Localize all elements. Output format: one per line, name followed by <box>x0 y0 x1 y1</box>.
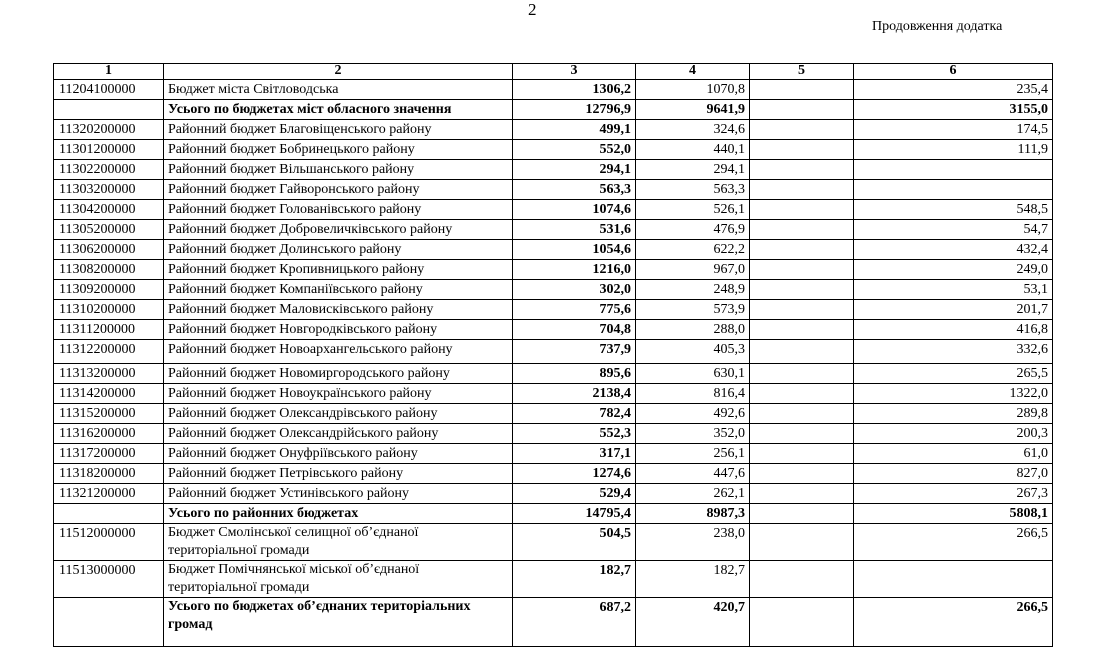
budget-code-cell: 11314200000 <box>54 384 164 404</box>
budget-code-cell: 11317200000 <box>54 444 164 464</box>
budget-name-cell: Районний бюджет Новгородківського району <box>164 320 513 340</box>
column-3-value: 529,4 <box>513 484 636 504</box>
column-6-value: 1322,0 <box>854 384 1053 404</box>
budget-code-cell: 11311200000 <box>54 320 164 340</box>
column-5-value <box>750 561 854 598</box>
table-row <box>54 160 1053 180</box>
column-3-value: 182,7 <box>513 561 636 598</box>
table-row <box>54 220 1053 240</box>
column-3-value: 737,9 <box>513 340 636 364</box>
budget-name-cell: Усього по бюджетах міст обласного значення <box>164 100 513 120</box>
total-row <box>54 598 1053 647</box>
budget-code-cell: 11321200000 <box>54 484 164 504</box>
continuation-note: Продовження додатка <box>872 19 1003 34</box>
column-5-value <box>750 598 854 647</box>
column-6-value: 200,3 <box>854 424 1053 444</box>
column-5-value <box>750 424 854 444</box>
column-6-value: 332,6 <box>854 340 1053 364</box>
table-row <box>54 140 1053 160</box>
column-3-value: 782,4 <box>513 404 636 424</box>
budget-name-cell: Районний бюджет Олександрійського району <box>164 424 513 444</box>
column-6-value: 548,5 <box>854 200 1053 220</box>
budget-code-cell <box>54 504 164 524</box>
budget-name-cell: Районний бюджет Петрівського району <box>164 464 513 484</box>
budget-code-cell: 11512000000 <box>54 524 164 561</box>
budget-name-cell: Районний бюджет Добровеличківського району <box>164 220 513 240</box>
column-3-value: 687,2 <box>513 598 636 647</box>
column-3-value: 563,3 <box>513 180 636 200</box>
table-row <box>54 200 1053 220</box>
budget-code-cell: 11315200000 <box>54 404 164 424</box>
budget-name-cell: Районний бюджет Благовіщенського району <box>164 120 513 140</box>
column-3-value: 704,8 <box>513 320 636 340</box>
budget-table <box>53 63 1053 647</box>
column-6-value: 201,7 <box>854 300 1053 320</box>
column-4-value: 622,2 <box>636 240 750 260</box>
table-row <box>54 280 1053 300</box>
column-4-value: 447,6 <box>636 464 750 484</box>
column-4-value: 967,0 <box>636 260 750 280</box>
table-row <box>54 424 1053 444</box>
header-row <box>54 64 1053 80</box>
column-3-value: 531,6 <box>513 220 636 240</box>
column-4-value: 573,9 <box>636 300 750 320</box>
budget-name-cell: Районний бюджет Гайворонського району <box>164 180 513 200</box>
budget-name-cell: Районний бюджет Кропивницького району <box>164 260 513 280</box>
budget-code-cell: 11305200000 <box>54 220 164 240</box>
column-6-value: 174,5 <box>854 120 1053 140</box>
column-5-value <box>750 240 854 260</box>
column-5-value <box>750 140 854 160</box>
column-6-value: 3155,0 <box>854 100 1053 120</box>
table-row <box>54 240 1053 260</box>
column-4-value: 288,0 <box>636 320 750 340</box>
column-5-value <box>750 504 854 524</box>
column-6-value: 53,1 <box>854 280 1053 300</box>
column-6-value: 61,0 <box>854 444 1053 464</box>
column-4-value: 563,3 <box>636 180 750 200</box>
column-header: 3 <box>513 64 636 80</box>
column-header: 2 <box>164 64 513 80</box>
column-4-value: 492,6 <box>636 404 750 424</box>
budget-code-cell: 11301200000 <box>54 140 164 160</box>
budget-name-cell: Районний бюджет Олександрівського району <box>164 404 513 424</box>
column-header: 4 <box>636 64 750 80</box>
budget-name-cell: Районний бюджет Бобринецького району <box>164 140 513 160</box>
column-4-value: 256,1 <box>636 444 750 464</box>
column-4-value: 262,1 <box>636 484 750 504</box>
column-6-value: 827,0 <box>854 464 1053 484</box>
column-header: 5 <box>750 64 854 80</box>
budget-code-cell: 11513000000 <box>54 561 164 598</box>
budget-name-cell: Районний бюджет Онуфріївського району <box>164 444 513 464</box>
column-6-value <box>854 180 1053 200</box>
column-3-value: 302,0 <box>513 280 636 300</box>
table-row <box>54 120 1053 140</box>
column-5-value <box>750 80 854 100</box>
budget-code-cell: 11320200000 <box>54 120 164 140</box>
column-5-value <box>750 340 854 364</box>
column-3-value: 14795,4 <box>513 504 636 524</box>
budget-name-cell: Районний бюджет Вільшанського району <box>164 160 513 180</box>
column-6-value <box>854 561 1053 598</box>
table-row <box>54 384 1053 404</box>
column-6-value: 267,3 <box>854 484 1053 504</box>
column-5-value <box>750 200 854 220</box>
column-5-value <box>750 220 854 240</box>
budget-name-cell: Усього по районних бюджетах <box>164 504 513 524</box>
column-5-value <box>750 100 854 120</box>
budget-name-cell: Бюджет Помічнянської міської об’єднаної територіальної громади <box>164 561 513 598</box>
column-3-value: 12796,9 <box>513 100 636 120</box>
column-3-value: 552,3 <box>513 424 636 444</box>
table-row <box>54 180 1053 200</box>
table-row <box>54 444 1053 464</box>
table-row <box>54 80 1053 100</box>
budget-name-cell: Районний бюджет Маловисківського району <box>164 300 513 320</box>
column-5-value <box>750 484 854 504</box>
column-3-value: 2138,4 <box>513 384 636 404</box>
column-4-value: 352,0 <box>636 424 750 444</box>
budget-code-cell: 11316200000 <box>54 424 164 444</box>
column-5-value <box>750 320 854 340</box>
budget-code-cell: 11312200000 <box>54 340 164 364</box>
column-5-value <box>750 404 854 424</box>
table-row <box>54 320 1053 340</box>
column-3-value: 317,1 <box>513 444 636 464</box>
budget-name-cell: Районний бюджет Устинівського району <box>164 484 513 504</box>
column-3-value: 499,1 <box>513 120 636 140</box>
column-4-value: 405,3 <box>636 340 750 364</box>
table-body <box>54 80 1053 647</box>
column-6-value: 266,5 <box>854 524 1053 561</box>
column-4-value: 440,1 <box>636 140 750 160</box>
column-3-value: 552,0 <box>513 140 636 160</box>
budget-name-cell: Районний бюджет Новомиргородського району <box>164 364 513 384</box>
column-4-value: 9641,9 <box>636 100 750 120</box>
table-row <box>54 404 1053 424</box>
column-4-value: 238,0 <box>636 524 750 561</box>
column-3-value: 1216,0 <box>513 260 636 280</box>
budget-name-cell: Бюджет Смолінської селищної об’єднаної територіальної громади <box>164 524 513 561</box>
column-5-value <box>750 444 854 464</box>
column-5-value <box>750 464 854 484</box>
column-5-value <box>750 120 854 140</box>
column-4-value: 324,6 <box>636 120 750 140</box>
table-row <box>54 484 1053 504</box>
column-4-value: 294,1 <box>636 160 750 180</box>
budget-code-cell: 11303200000 <box>54 180 164 200</box>
total-row <box>54 504 1053 524</box>
budget-code-cell: 11318200000 <box>54 464 164 484</box>
budget-code-cell: 11309200000 <box>54 280 164 300</box>
column-5-value <box>750 384 854 404</box>
column-6-value: 265,5 <box>854 364 1053 384</box>
column-6-value <box>854 160 1053 180</box>
column-5-value <box>750 364 854 384</box>
budget-code-cell: 11306200000 <box>54 240 164 260</box>
budget-name-cell: Районний бюджет Компаніївського району <box>164 280 513 300</box>
table-row <box>54 340 1053 364</box>
column-4-value: 816,4 <box>636 384 750 404</box>
column-header: 1 <box>54 64 164 80</box>
budget-code-cell <box>54 598 164 647</box>
column-4-value: 182,7 <box>636 561 750 598</box>
total-row <box>54 100 1053 120</box>
table-row <box>54 464 1053 484</box>
budget-code-cell: 11310200000 <box>54 300 164 320</box>
column-5-value <box>750 280 854 300</box>
budget-name-cell: Районний бюджет Голованівського району <box>164 200 513 220</box>
column-3-value: 504,5 <box>513 524 636 561</box>
column-3-value: 1074,6 <box>513 200 636 220</box>
budget-code-cell: 11204100000 <box>54 80 164 100</box>
column-6-value: 5808,1 <box>854 504 1053 524</box>
table-row <box>54 364 1053 384</box>
budget-code-cell: 11313200000 <box>54 364 164 384</box>
column-4-value: 8987,3 <box>636 504 750 524</box>
budget-name-cell: Бюджет міста Світловодська <box>164 80 513 100</box>
column-3-value: 1054,6 <box>513 240 636 260</box>
table-row <box>54 561 1053 598</box>
budget-name-cell: Районний бюджет Новоукраїнського району <box>164 384 513 404</box>
column-4-value: 1070,8 <box>636 80 750 100</box>
table-row <box>54 260 1053 280</box>
column-4-value: 476,9 <box>636 220 750 240</box>
budget-code-cell: 11304200000 <box>54 200 164 220</box>
column-5-value <box>750 180 854 200</box>
budget-code-cell <box>54 100 164 120</box>
column-4-value: 420,7 <box>636 598 750 647</box>
column-3-value: 895,6 <box>513 364 636 384</box>
column-5-value <box>750 260 854 280</box>
budget-code-cell: 11308200000 <box>54 260 164 280</box>
column-6-value: 416,8 <box>854 320 1053 340</box>
page-number: 2 <box>528 0 537 19</box>
column-5-value <box>750 524 854 561</box>
column-4-value: 248,9 <box>636 280 750 300</box>
budget-code-cell: 11302200000 <box>54 160 164 180</box>
table-row <box>54 300 1053 320</box>
column-3-value: 1274,6 <box>513 464 636 484</box>
column-3-value: 294,1 <box>513 160 636 180</box>
budget-name-cell: Районний бюджет Новоархангельського району <box>164 340 513 364</box>
column-4-value: 630,1 <box>636 364 750 384</box>
column-6-value: 432,4 <box>854 240 1053 260</box>
column-6-value: 289,8 <box>854 404 1053 424</box>
column-5-value <box>750 160 854 180</box>
column-6-value: 235,4 <box>854 80 1053 100</box>
column-6-value: 54,7 <box>854 220 1053 240</box>
column-3-value: 1306,2 <box>513 80 636 100</box>
column-4-value: 526,1 <box>636 200 750 220</box>
table-row <box>54 524 1053 561</box>
column-6-value: 249,0 <box>854 260 1053 280</box>
budget-name-cell: Районний бюджет Долинського району <box>164 240 513 260</box>
column-header: 6 <box>854 64 1053 80</box>
budget-name-cell: Усього по бюджетах об’єднаних територіальних громад <box>164 598 513 647</box>
column-3-value: 775,6 <box>513 300 636 320</box>
column-6-value: 111,9 <box>854 140 1053 160</box>
column-5-value <box>750 300 854 320</box>
column-6-value: 266,5 <box>854 598 1053 647</box>
